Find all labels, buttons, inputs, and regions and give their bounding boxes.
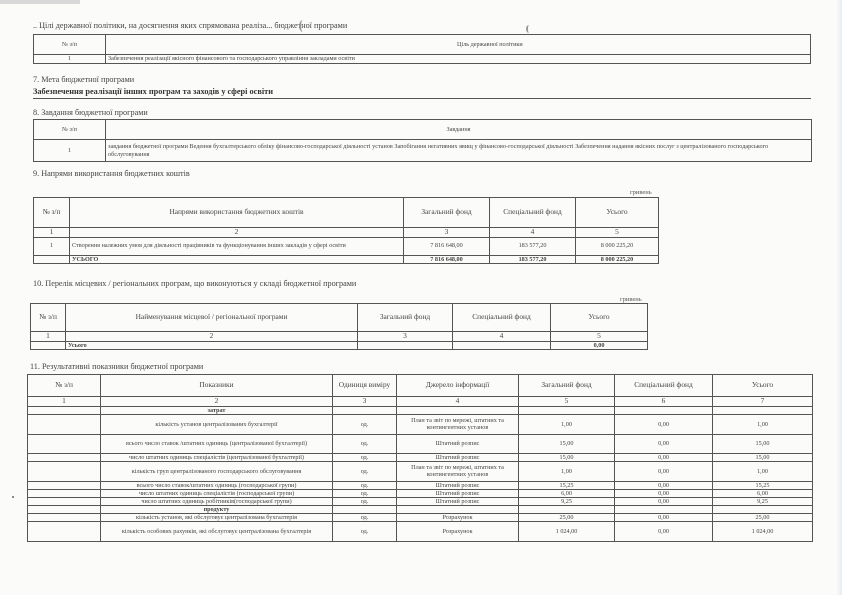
indicator-name: кількість установ, які обслуговує централізована бухгалтерія bbox=[101, 514, 333, 522]
direction-name: Створення належних умов для діяльності працівників та функціонування інших закладів у сфері освіти bbox=[70, 237, 404, 255]
indicator-unit: од. bbox=[333, 461, 397, 481]
general-fund-value: 15,25 bbox=[519, 481, 615, 489]
indicator-name: всього число ставок/штатних одиниць (господарської групи) bbox=[101, 481, 333, 489]
table-row bbox=[28, 514, 813, 522]
indicator-name: кількість груп централізованого господарського обслуговування bbox=[101, 461, 333, 481]
row-task: завдання бюджетної програми Ведення бухгалтерського обліку фінансово-господарської діяльності установ Запобігання негативних явищ у фінансово-господарської діяльності Забезпечення надання якісних послуг з централізованого господарського обслуговування bbox=[106, 140, 812, 162]
indicator-source: Штатний розпис bbox=[397, 453, 519, 461]
section10-title: 10. Перелік місцевих / регіональних програм, що виконуються у складі бюджетної програми bbox=[33, 279, 357, 288]
general-fund-value: 1,00 bbox=[519, 414, 615, 434]
scan-speck bbox=[12, 496, 14, 498]
header-num: № з/п bbox=[34, 120, 106, 140]
header-unit: Одиниця виміру bbox=[333, 375, 397, 397]
header-general-fund: Загальний фонд bbox=[519, 375, 615, 397]
special-fund-value: 0,00 bbox=[615, 461, 713, 481]
indicator-source: План та звіт по мережі, штатних та контингентних установ bbox=[397, 414, 519, 434]
table-row bbox=[28, 498, 813, 506]
header-general-fund: Загальний фонд bbox=[404, 198, 490, 228]
group-header-row bbox=[28, 506, 813, 514]
row-policy-goal: Забезпечення реалізації якісного фінансового та господарського управління закладами освіти bbox=[106, 55, 411, 64]
general-fund-value: 7 816 648,00 bbox=[404, 237, 490, 255]
section6-table-right bbox=[409, 34, 811, 64]
header-general-fund: Загальний фонд bbox=[358, 304, 453, 332]
total-value: 1,00 bbox=[713, 461, 813, 481]
general-fund-value: 15,00 bbox=[519, 453, 615, 461]
section6-title: .. Цілі державної політики, на досягнення яких спрямована реаліза... бюджетної програми bbox=[33, 21, 348, 30]
table-row bbox=[28, 414, 813, 434]
general-fund-value: 15,00 bbox=[519, 434, 615, 453]
general-fund-value: 9,25 bbox=[519, 498, 615, 506]
header-num: № з/п bbox=[34, 35, 106, 55]
header-num: № з/п bbox=[28, 375, 101, 397]
total-value: 15,00 bbox=[713, 453, 813, 461]
indicator-source: План та звіт по мережі, штатних та контингентних установ bbox=[397, 461, 519, 481]
currency-unit: гривень bbox=[630, 189, 652, 196]
scan-smudge bbox=[299, 20, 307, 32]
indicator-unit: од. bbox=[333, 453, 397, 461]
special-fund-value: 0,00 bbox=[615, 453, 713, 461]
indicator-unit: од. bbox=[333, 498, 397, 506]
header-policy-goal-label: Ціль державної політики bbox=[409, 35, 811, 55]
special-fund-value: 0,00 bbox=[615, 498, 713, 506]
header-indicators: Показники bbox=[101, 375, 333, 397]
total-value: 15,25 bbox=[713, 481, 813, 489]
header-num: № з/п bbox=[34, 198, 70, 228]
indicator-name: число штатних одиниць спеціалістів (централізованої бухгалтерії) bbox=[101, 453, 333, 461]
indicator-source: Штатний розпис bbox=[397, 489, 519, 497]
total-value: 8 000 225,20 bbox=[576, 237, 659, 255]
general-fund-value: 25,00 bbox=[519, 514, 615, 522]
section11-title: 11. Результативні показники бюджетної програми bbox=[30, 362, 204, 371]
header-program-name: Найменування місцевої / регіональної програми bbox=[66, 304, 358, 332]
section6-table bbox=[33, 34, 411, 64]
section7-title: 7. Мета бюджетної програми bbox=[33, 75, 135, 84]
header-source: Джерело інформації bbox=[397, 375, 519, 397]
section8-table bbox=[33, 119, 812, 162]
indicator-unit: од. bbox=[333, 489, 397, 497]
row-num: 1 bbox=[34, 55, 106, 64]
table-row bbox=[28, 489, 813, 497]
indicator-unit: од. bbox=[333, 522, 397, 542]
total-value: 1,00 bbox=[713, 414, 813, 434]
table-row bbox=[28, 453, 813, 461]
header-total: Усього bbox=[576, 198, 659, 228]
indicator-unit: од. bbox=[333, 434, 397, 453]
header-special-fund: Спеціальний фонд bbox=[615, 375, 713, 397]
scan-shadow bbox=[0, 0, 80, 4]
column-numbers-row: 1 2 3 4 5 bbox=[34, 228, 659, 238]
scan-smudge bbox=[526, 25, 532, 33]
indicator-name: число штатних одиниць робітників(господарської групи) bbox=[101, 498, 333, 506]
header-total: Усього bbox=[551, 304, 648, 332]
special-fund-value: 0,00 bbox=[615, 434, 713, 453]
total-value: 1 024,00 bbox=[713, 522, 813, 542]
column-numbers-row: 1 2 3 4 5 6 7 bbox=[28, 397, 813, 407]
program-goal: Забезпечення реалізації інших програм та заходів у сфері освіти bbox=[33, 87, 274, 96]
total-value: 15,00 bbox=[713, 434, 813, 453]
indicator-name: кількість установ централізованих бухгалтерії bbox=[101, 414, 333, 434]
indicator-source: Розрахунок bbox=[397, 522, 519, 542]
indicator-unit: од. bbox=[333, 514, 397, 522]
special-fund-value: 0,00 bbox=[615, 489, 713, 497]
section10-table bbox=[30, 303, 648, 350]
indicator-source: Штатний розпис bbox=[397, 434, 519, 453]
header-special-fund: Спеціальний фонд bbox=[490, 198, 576, 228]
header-direction: Напрями використання бюджетних коштів bbox=[70, 198, 404, 228]
column-numbers-row: 1 2 3 4 5 bbox=[31, 332, 648, 342]
table-row: 1 Створення належних умов для діяльності працівників та функціонування інших закладів у сфері освіти 7 816 648,00 183 577,20 8 000 225,20 bbox=[34, 237, 659, 255]
indicator-source: Штатний розпис bbox=[397, 498, 519, 506]
indicator-name: всього число ставок /штатних одиниць (централізованої бухгалтерії) bbox=[101, 434, 333, 453]
group-header-row bbox=[28, 406, 813, 414]
total-value: 6,00 bbox=[713, 489, 813, 497]
divider bbox=[33, 98, 811, 99]
header-special-fund: Спеціальний фонд bbox=[453, 304, 551, 332]
table-row bbox=[28, 522, 813, 542]
total-value: 25,00 bbox=[713, 514, 813, 522]
general-fund-value: 1,00 bbox=[519, 461, 615, 481]
section9-table bbox=[33, 197, 659, 264]
header-task: Завдання bbox=[106, 120, 812, 140]
header-total: Усього bbox=[713, 375, 813, 397]
special-fund-value: 0,00 bbox=[615, 514, 713, 522]
indicator-name: число штатних одиниць спеціалістів (господарської групи) bbox=[101, 489, 333, 497]
table-row bbox=[28, 481, 813, 489]
section11-table bbox=[27, 374, 813, 542]
header-policy-goal bbox=[106, 35, 411, 55]
special-fund-value: 183 577,20 bbox=[490, 237, 576, 255]
section8-title: 8. Завдання бюджетної програми bbox=[33, 108, 148, 117]
indicator-source: Розрахунок bbox=[397, 514, 519, 522]
special-fund-value: 0,00 bbox=[615, 481, 713, 489]
indicator-unit: од. bbox=[333, 481, 397, 489]
group-label: затрат bbox=[101, 406, 333, 414]
indicator-unit: од. bbox=[333, 414, 397, 434]
general-fund-value: 1 024,00 bbox=[519, 522, 615, 542]
total-row: Усього 0,00 bbox=[31, 341, 648, 349]
special-fund-value: 0,00 bbox=[615, 522, 713, 542]
group-label: продукту bbox=[101, 506, 333, 514]
section9-title: 9. Напрями використання бюджетних коштів bbox=[33, 169, 190, 178]
row-num: 1 bbox=[34, 140, 106, 162]
currency-unit: гривень bbox=[620, 296, 642, 303]
table-row bbox=[28, 461, 813, 481]
total-value: 9,25 bbox=[713, 498, 813, 506]
scan-edge bbox=[836, 0, 842, 595]
indicator-source: Штатний розпис bbox=[397, 481, 519, 489]
table-row bbox=[28, 434, 813, 453]
general-fund-value: 6,00 bbox=[519, 489, 615, 497]
indicator-name: кількість особових рахунків, які обслуговує централізована бухгалтерія bbox=[101, 522, 333, 542]
header-num: № з/п bbox=[31, 304, 66, 332]
total-row: УСЬОГО 7 816 648,00 183 577,20 8 000 225,20 bbox=[34, 255, 659, 263]
special-fund-value: 0,00 bbox=[615, 414, 713, 434]
